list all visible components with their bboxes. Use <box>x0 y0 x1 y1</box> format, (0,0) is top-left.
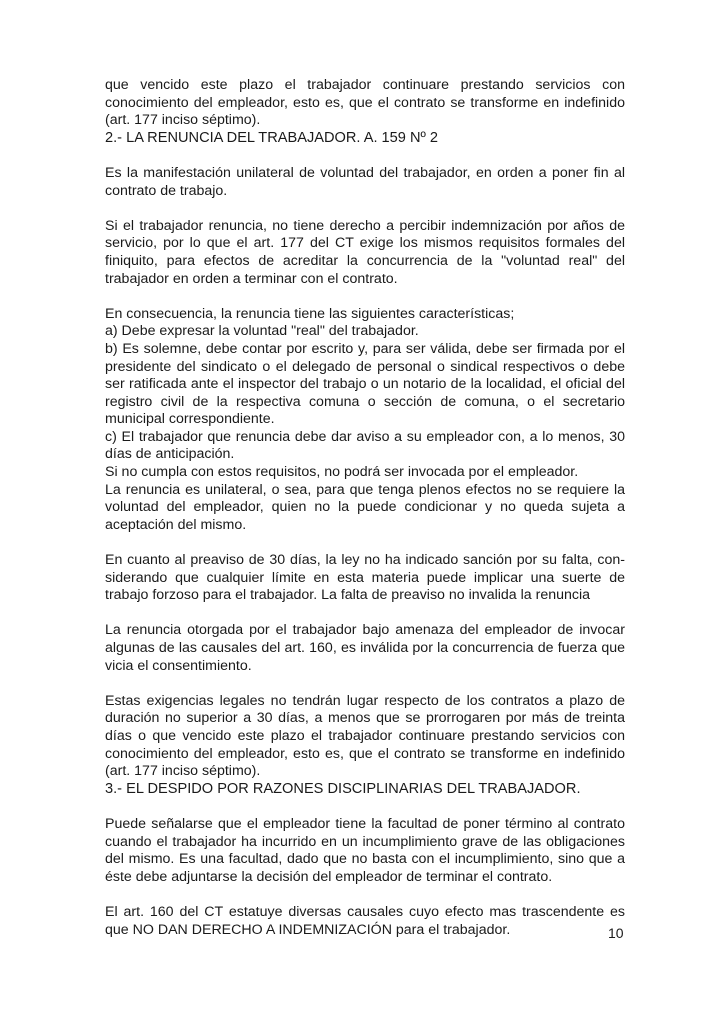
paragraph-no-cumpla: Si no cumpla con estos requisitos, no podrá ser invocada por el empleador. <box>105 464 579 481</box>
list-item-b: b) Es solemne, debe contar por escrito y, para ser válida, debe ser firmada por el presidente del sindicato o el delegado de personal o sindical respectivos o debe ser ratificada ante el inspector del trabajo o un notario de la localidad, el oficial del registro civil de la respectiva comuna o sección de comuna, o el secretario municipal correspondiente. <box>105 340 625 428</box>
paragraph-characteristics-intro: En consecuencia, la renuncia tiene las siguientes características; <box>105 305 515 322</box>
page-number: 10 <box>608 925 624 941</box>
section-heading-2: 2.- LA RENUNCIA DEL TRABAJADOR. A. 159 Nº 2 <box>105 129 438 146</box>
section-heading-3: 3.- EL DESPIDO POR RAZONES DISCIPLINARIAS DEL TRABAJADOR. <box>105 780 581 797</box>
paragraph-amenaza: La renuncia otorgada por el trabajador bajo amenaza del empleador de invocar algunas de las causales del art. 160, es inválida por la concurrencia de fuerza que vicia el consentimiento. <box>105 622 625 674</box>
list-item-a: a) Debe expresar la voluntad "real" del trabajador. <box>105 323 419 340</box>
paragraph-unilateral: La renuncia es unilateral, o sea, para que tenga plenos efectos no se requiere la voluntad del empleador, quien no la puede condicionar y no queda sujeta a aceptación del mismo. <box>105 481 625 533</box>
paragraph-preaviso: En cuanto al preaviso de 30 días, la ley no ha indicado sanción por su falta, con-siderando que cualquier límite en esta materia puede implicar una suerte de trabajo forzoso para el trabajador. La falta de preaviso no invalida la renuncia <box>105 552 625 604</box>
paragraph-intro: que vencido este plazo el trabajador continuare prestando servicios con conocimiento del empleador, esto es, que el contrato se transforme en indefinido (art. 177 inciso séptimo). <box>105 77 625 129</box>
paragraph-indemnization: Si el trabajador renuncia, no tiene derecho a percibir indemnización por años de servicio, por lo que el art. 177 del CT exige los mismos requisitos formales del finiquito, para efectos de acreditar la concurrencia de la "voluntad real" del trabajador en orden a terminar con el contrato. <box>105 217 625 287</box>
paragraph-definition: Es la manifestación unilateral de voluntad del trabajador, en orden a poner fin al contrato de trabajo. <box>105 164 625 199</box>
document-page <box>105 77 625 939</box>
list-item-c: c) El trabajador que renuncia debe dar aviso a su empleador con, a lo menos, 30 días de anticipación. <box>105 428 625 463</box>
paragraph-despido: Puede señalarse que el empleador tiene la facultad de poner término al contrato cuando el trabajador ha incurrido en un incumplimiento grave de las obligaciones del mismo. Es una facultad, dado que no basta con el incumplimiento, sino que a éste debe adjuntarse la decisión del empleador de terminar el contrato. <box>105 815 625 885</box>
paragraph-art160: El art. 160 del CT estatuye diversas causales cuyo efecto mas trascendente es que NO DAN DERECHO A INDEMNIZACIÓN para el trabajador. <box>105 903 625 938</box>
paragraph-exigencias: Estas exigencias legales no tendrán lugar respecto de los contratos a plazo de duración no superior a 30 días, a menos que se prorrogaren por más de treinta días o que vencido este plazo el trabajador continuare prestando servicios con conocimiento del empleador, esto es, que el contrato se transforme en indefinido (art. 177 inciso séptimo). <box>105 692 625 780</box>
